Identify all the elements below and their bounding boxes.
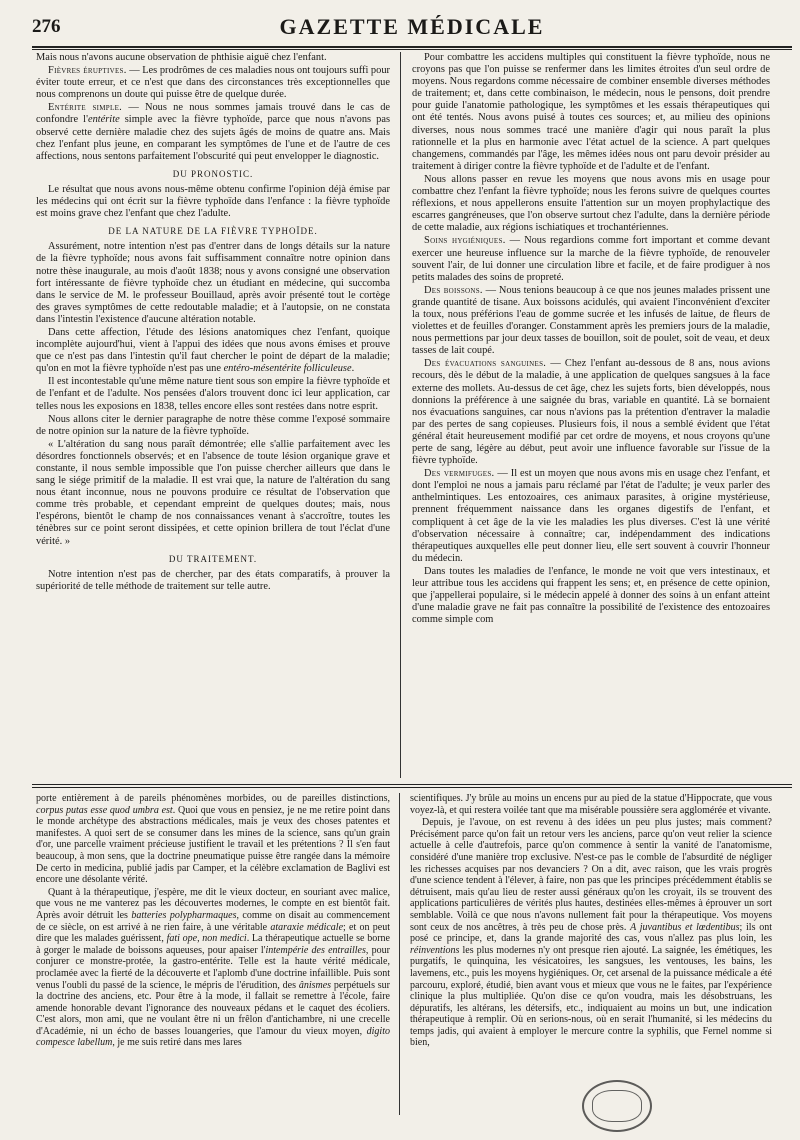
paragraph-text: ; ils ont posé ce principe, et, dans la grande majorité des cas, vous n'allez pas plus loin, les — [410, 921, 772, 945]
italic-term: ânismes — [298, 979, 332, 991]
paragraph-text: , pour conjurer ce monstre-protée, la gastro-entérite. Telle est la haute vérité médicale, proclamée avec la fierté de la découverte et l'aplomb d'une doctrine infaillible. Puis sont venus l'oubli du passé de la science, le mépris de l'érudition, des — [36, 944, 390, 991]
column-lower-right — [410, 793, 772, 1113]
paragraph: Notre intention n'est pas de chercher, par des états comparatifs, à prouver la supériorité de telle méthode de traitement sur telle autre. — [36, 568, 390, 592]
italic-term: fati ope, non medici — [166, 933, 247, 945]
paragraph-soins-hygieniques — [412, 235, 770, 283]
italic-term: A juvantibus et lœdentibus — [630, 921, 740, 933]
column-upper-right — [412, 52, 770, 778]
section-lead: Des évacuations sanguines. — [424, 358, 547, 370]
paragraph-text: Quant à la thérapeutique, j'espère, me dit le vieux docteur, en souriant avec malice, que vous ne me vanterez pas les découvertes modernes, le compte en est bientôt fait. Après avoir détruit les — [36, 886, 390, 921]
italic-term: ataraxie médicale — [270, 921, 344, 933]
column-divider-lower — [399, 793, 400, 1115]
header-rule — [32, 46, 792, 48]
header-rule-thin — [32, 49, 792, 50]
section-heading-nature: DE LA NATURE DE LA FIÈVRE TYPHOÏDE. — [108, 226, 318, 237]
column-lower-left — [36, 793, 390, 1113]
paragraph-text: , comme on disait au commencement de ce siècle, on est arrivé à ne rien faire, à une véritable — [36, 909, 390, 933]
italic-term: réinventions — [410, 944, 460, 956]
section-heading-pronostic: DU PRONOSTIC. — [172, 168, 254, 179]
paragraph: Dans toutes les maladies de l'enfance, le monde ne voit que vers intestinaux, et leur attribue tous les accidens qui frappent les sens; et, en présence de cette opinion, que j'appellerai populaire, si le médecin appelé à donner des soins à un enfant atteint d'une maladie grave ne fait pas connaître la possibilité de l'existence des entozoaires comme simple com — [412, 565, 770, 626]
paragraph — [36, 327, 390, 375]
paragraph-text: . Quoi que vous en pensiez, je ne me retire point dans le monde archétype des abstractions médicales, mais je veux des choses patentes et manifestes. A quoi sert de se consumer dans les mines de la science, sans qu'un grain d'or, une parcelle vraiment précieuse justifient le travail et les prétentions ? Il s'en faut beaucoup, à mon sens, que la doctrine pneumatique puisse être rangée dans la mémoire De certo in medicina, publié jadis par Camper, et la célèbre exclamation de Baglivi est encore une désolante vérité. — [36, 804, 390, 886]
page-header — [32, 10, 792, 46]
page-number: 276 — [32, 16, 61, 37]
feuilleton-rule — [32, 784, 792, 785]
italic-term: intempérie des entrailles — [265, 944, 366, 956]
paragraph-text: — Nous ne nous sommes jamais trouvé dans le cas de confondre l' — [36, 102, 390, 126]
library-stamp — [582, 1080, 652, 1132]
paragraph-text: Depuis, je l'avoue, on est revenu à des idées un peu plus justes; mais comment? Précisément parce qu'on fait un retour vers les anciens, parce qu'on veut relier la science actuelle à celle d'autrefois, parce qu'on commence à sentir la vanité de l'anatomisme, considéré d'une manière trop exclusive. N'est-ce pas le comble de l'absurdité de négliger les richesses acquises par nos devanciers ? On a dit, avec raison, que les vrais progrès d'une science tendent à l'élever, à faire, non pas que les principes précédemment établis se détruisent, mais qu'au lieu de rester aussi généraux qu'on les croyait, ils se trouvent des applications particulières de vérités plus hautes, destinées elles-mêmes à éprouver un sort semblable. Voilà ce que nous n'avons nullement fait pour la thérapeutique. Vos moyens sont ceux de nos ancêtres, à très peu de chose près. — [410, 817, 772, 933]
paragraph: Le résultat que nous avons nous-même obtenu confirme l'opinion déjà émise par les médecins qui ont écrit sur la fièvre typhoïde dans l'enfance : la fièvre typhoïde est moins grave chez l'enfant que chez l'adulte. — [36, 183, 390, 220]
italic-term: corpus putas esse quod umbra est — [36, 804, 173, 816]
paragraph-text: — Les prodrômes de ces maladies nous ont toujours suffi pour éviter toute erreur, et ce n'est que dans des circonstances très exceptionnelles que nous comprenons un doute qui puisse être de quelque durée. — [36, 65, 390, 101]
paragraph-text: perpétuels sur la doctrine des anciens, etc. Pour être à la mode, il fallait se remettre à l'école, faire amende honorable devant l'ignorance des nouveaux pédans et le caquet des écoliers. C'est alors, mon ami, que ne voulant être ni un frêlon d'antichambre, ni une crecelle d'Académie, ni un écho de basses louangeries, que l'amour du vieux moyen, — [36, 979, 390, 1037]
paragraph-text: . — [351, 363, 355, 375]
paragraph-text: ; et on peut dire que les malades guérissent, — [36, 921, 390, 945]
paragraph: Pour combattre les accidens multiples qui constituent la fièvre typhoïde, nous ne croyons pas que l'on puisse se renfermer dans les limites étroites d'un seul ordre de moyens. Nous regardons comme nécessaire de combiner ensemble diverses méthodes de traitement; et, dans cette combinaison, le médecin, nous le pensons, doit prendre pour guide l'anatomie pathologique, les symptômes et les essais thérapeutiques qui ont été tentés. Nous avons puisé à toutes ces sources; et, au milieu des opinions diverses, nous nous sommes tracé une manière d'agir qui nous paraît la plus rationnelle et la plus en harmonie avec l'état actuel de la science. A part quelques changemens, commandés par l'âge, les mêmes idées nous ont paru devoir présider au traitement à diriger contre la fièvre typhoïde et de l'adulte et de l'enfant. — [412, 52, 770, 172]
paragraph: Nous allons citer le dernier paragraphe de notre thèse comme l'exposé sommaire de notre opinion sur la nature de la fièvre typhoïde. — [36, 413, 390, 437]
paragraph-text: — Nous tenions beaucoup à ce que nos jeunes malades prissent une grande quantité de tisane. Aux boissons acidulés, qui avaient l'inconvénient d'exciter la toux, nous préférions l'eau de gomme sucrée et les infusés de laitue, de fleurs de violettes et de feuilles d'oranger. Constamment après les premiers jours de la maladie, nous permettions par jour deux tasses de bouillon, soit de poulet, soit de veau, et deux tasses de lait coupé. — [412, 284, 770, 357]
paragraph-enterite-simple — [36, 102, 390, 162]
italic-term: entéro-mésentérite folliculeuse — [223, 363, 352, 375]
column-divider — [400, 52, 401, 778]
paragraph-text: . La thérapeutique actuelle se borne à gorger le malade de boissons aqueuses, pour apaiser l' — [36, 933, 390, 956]
paragraph: Nous allons passer en revue les moyens que nous avons mis en usage pour combattre chez l'enfant la fièvre typhoïde; nous les ferons suivre de quelques courtes réflexions, et nous appellerons ensuite l'attention sur un moyen prophylactique des escarres gangréneuses, que l'on observe surtout chez l'adulte, dans la dernière période de cette maladie, aux régions ischiatiques et trochantériennes. — [412, 173, 770, 234]
paragraph: Mais nous n'avons aucune observation de phthisie aiguë chez l'enfant. — [36, 52, 327, 63]
quotation-paragraph: « L'altération du sang nous paraît démontrée; elle s'allie parfaitement avec les désordres fonctionnels observés; et en l'absence de toute lésion organique grave et constante, il nous semble impossible que l'on puisse chercher ailleurs que dans le sang le siége primitif de la maladie. Il est vrai que, la nature de l'altération du sang nous étant inconnue, nous ne pouvons produire ce résultat de l'observation que comme très probable, et cependant empreint de quelques doutes; mais, nous l'espérons, bientôt le champ de nos connaissances venant à s'accroître, toutes les ténèbres sur ce point seront dissipées, et cette opinion brillera de tout l'éclat d'une vérité. » — [36, 438, 390, 547]
italic-term: digito compesce labellum — [36, 1025, 390, 1049]
paragraph-evacuations-sanguines — [412, 358, 770, 467]
paragraph-text: Dans cette affection, l'étude des lésions anatomiques chez l'enfant, quoique incomplète aujourd'hui, vient à l'appui des idées que nous avons émises et prouve que ce n'est pas dans l'intestin qu'il faut chercher le point de départ de la maladie; qu'on en mot la fièvre typhoïde n'est pas une — [36, 326, 390, 375]
paragraph-text: — Chez l'enfant au-dessous de 8 ans, nous avions recours, dès le début de la maladie, à une application de quelques sangsues à la face externe des mollets. Au-dessus de cet âge, chez les sujets forts, bien développés, nous donnions la préférence à une saignée du bras, variable en quantité. Là se bornaient nos évacuations sanguines, car nous n'avions pas la prétention d'entraver la maladie par des pertes de sang copieuses. Plusieurs fois, il nous a semblé évident que l'état général était heureusement modifié par cet ordre de moyens, et nous croyons qu'une perte de sang, légère au début, peut avoir une influence favorable sur l'issue de la fièvre typhoïde. — [412, 358, 770, 467]
paragraph-vermifuges — [412, 468, 770, 565]
paragraph-text: les plus modernes n'y ont presque rien ajouté. La saignée, les émétiques, les purgatifs, le quinquina, les vésicatoires, les sangsues, les ventouses, les bains, les lavemens, etc., puis les moyens hygiéniques. Or, cet arsenal de la puissance médicale a été parcouru, exploré, étudié, bien avant vous et mieux que vous ne le faites, par l'expérience clinique la plus multipliée. Qu'on dise ce qu'on voudra, mais les désobstruans, les dépuratifs, les altérans, les détersifs, etc., indiquaient au moins un but, une indication thérapeutique à remplir. Où en serions-nous, où en serait l'humanité, si les médecins du temps jadis, qui avaient à employer le mercure contre la syphilis, que Fernel nomme si bien, — [410, 944, 772, 1049]
section-lead: Fièvres éruptives. — [48, 65, 127, 77]
paragraph: scientifiques. J'y brûle au moins un encens pur au pied de la statue d'Hippocrate, que vous voyez-là, et qui restera voilée tant que ma misérable poussière sera agglomérée et vivante. — [410, 793, 772, 816]
paragraph-boissons — [412, 285, 770, 358]
italic-term: entérite — [87, 114, 120, 126]
section-heading-traitement: DU TRAITEMENT. — [168, 553, 258, 564]
section-lead: Entérite simple. — [48, 102, 123, 114]
paragraph-text: simple avec la fièvre typhoïde, parce que nous n'avons pas observé cette dernière maladie chez des sujets âgés de moins de quatre ans. Mais chez l'enfant plus jeune, en comparant les symptômes de l'une et de l'autre de ces affections, nous sentons parfaitement l'obscurité qui peut envelopper le diagnostic. — [36, 114, 390, 162]
paragraph — [36, 887, 390, 1049]
italic-term: batteries polypharmaques — [131, 909, 237, 921]
paragraph — [36, 793, 390, 886]
section-lead: Soins hygiéniques. — [424, 235, 506, 247]
library-stamp-inner — [592, 1090, 642, 1122]
column-upper-left — [36, 52, 390, 778]
paragraph-text: , je me suis retiré dans mes lares — [112, 1037, 242, 1049]
gazette-title: GAZETTE MÉDICALE — [279, 14, 545, 39]
paragraph-fievres-eruptives — [36, 65, 390, 101]
paragraph-text: porte entièrement à de pareils phénomènes morbides, ou de pareilles distinctions, — [36, 793, 390, 804]
paragraph — [410, 817, 772, 1049]
paragraph: Il est incontestable qu'une même nature tient sous son empire la fièvre typhoïde et de l'enfant et de l'adulte. Nos pensées d'alors trouvent donc ici leur application, car telles nous les exposions en 1838, telles encore elles sont restées dans notre esprit. — [36, 376, 390, 412]
paragraph: Assurément, notre intention n'est pas d'entrer dans de longs détails sur la nature de la fièvre typhoïde; nous avons fait suffisamment connaître notre opinion dans notre thèse inaugurale, au mois d'août 1838; nous y avons consigné une observation fort intéressante de fièvre typhoïde chez un étudiant en médecine, qui succomba dans le service de M. le professeur Bouillaud, après avoir présenté tout le cortège des graves symptômes de cette redoutable maladie; et à l'autopsie, on ne constata dans l'intestin l'existence d'aucune altération notable. — [36, 241, 390, 325]
feuilleton-rule-thin — [32, 787, 792, 788]
section-lead: Des vermifuges. — [424, 468, 495, 480]
paragraph-text: — Nous regardions comme fort important et comme devant exercer une heureuse influence sur la marche de la fièvre typhoïde, de renouveler souvent l'air, de lui donner une circulation libre et facile, et de faire prodiguer à nos petits malades des soins de propreté. — [412, 235, 770, 283]
paragraph-text: — Il est un moyen que nous avons mis en usage chez l'enfant, et dont l'emploi ne nous a jamais paru réclamé par l'état de l'adulte; je veux parler des anthelmintiques. Les entozoaires, ces animaux parasites, à origine mystérieuse, prennent fréquemment naissance dans les organes digestifs de l'enfant, et compliquent à cet âge de la vie les maladies les plus diverses. C'est là une vérité d'observation nécessaire à connaître; car, indépendamment des indications thérapeutiques auxquelles elle peut donner lieu, elle sert souvent à couvrir l'honneur du médecin. — [412, 468, 770, 564]
section-lead: Des boissons. — [424, 284, 483, 296]
